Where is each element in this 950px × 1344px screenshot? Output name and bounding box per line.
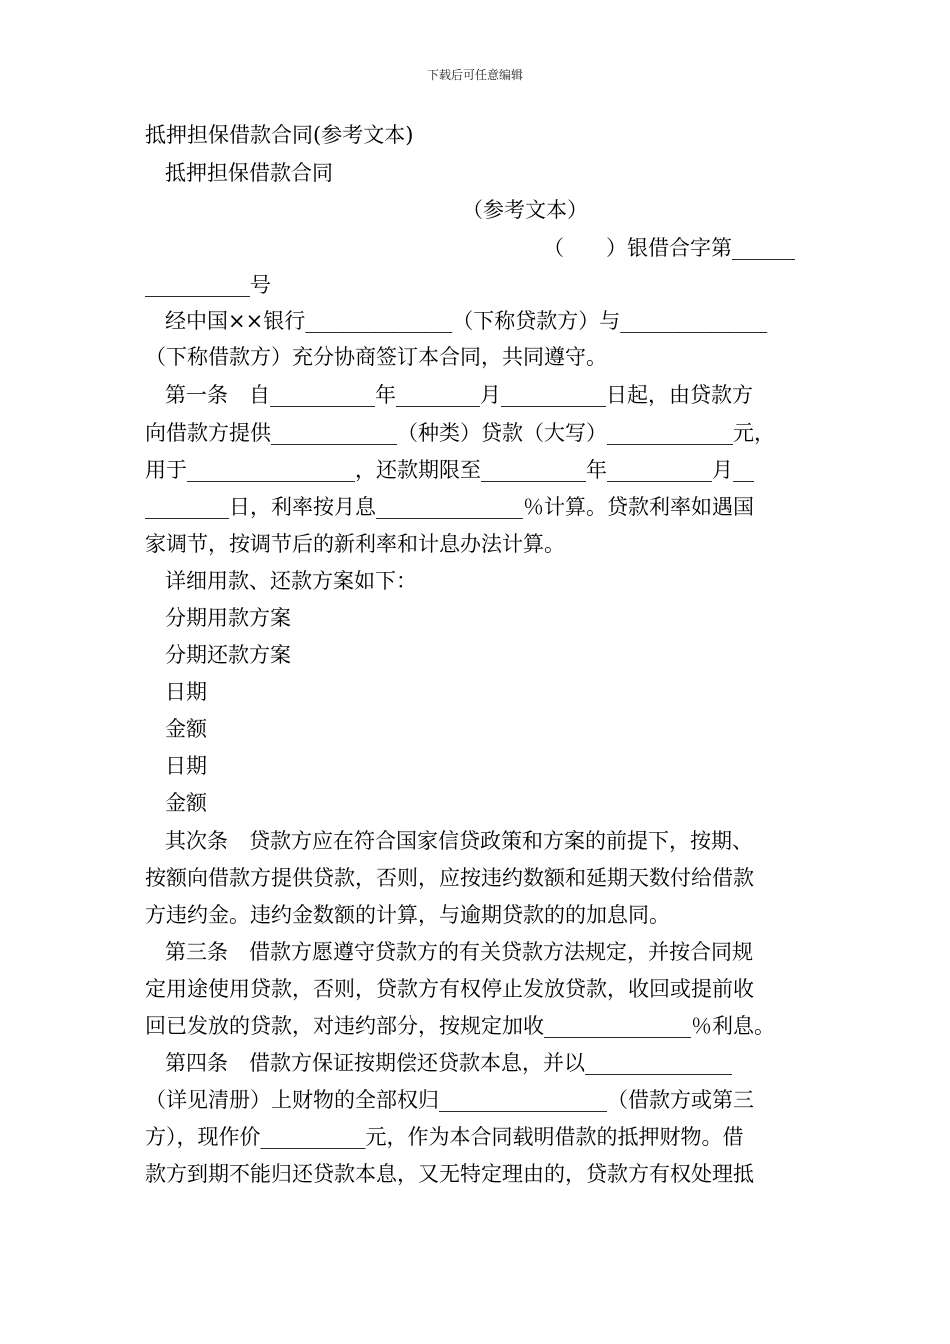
plan-field-label: 金额 xyxy=(165,717,207,741)
article-4-line: 方），现作价__________元，作为本合同载明借款的抵押财物。借 xyxy=(145,1125,744,1149)
plan-field-label: 日期 xyxy=(165,754,207,778)
article-2-line: 其次条 贷款方应在符合国家信贷政策和方案的前提下，按期、 xyxy=(165,829,753,853)
page-header-note: 下载后可任意编辑 xyxy=(426,68,523,82)
contract-subheading: （参考文本） xyxy=(462,198,588,222)
article-4-line: 款方到期不能归还贷款本息，又无特定理由的，贷款方有权处理抵 xyxy=(145,1162,754,1186)
article-2-line: 按额向借款方提供贷款，否则，应按违约数额和延期天数付给借款 xyxy=(145,866,754,890)
plan-intro: 详细用款、还款方案如下： xyxy=(165,569,417,593)
contract-number-suffix: __________号 xyxy=(145,273,271,297)
article-3-line: 定用途使用贷款，否则，贷款方有权停止发放贷款，收回或提前收 xyxy=(145,977,754,1001)
contract-number-line: （ ）银借合字第______ xyxy=(543,236,795,260)
article-3-line: 回已发放的贷款，对违约部分，按规定加收______________％利息。 xyxy=(145,1014,775,1038)
plan-field-label: 金额 xyxy=(165,791,207,815)
contract-heading: 抵押担保借款合同 xyxy=(165,161,333,185)
article-1-line: 家调节，按调节后的新利率和计息办法计算。 xyxy=(145,532,565,556)
preamble-line: （下称借款方）充分协商签订本合同，共同遵守。 xyxy=(145,345,607,369)
article-1-line: 向借款方提供____________（种类）贷款（大写）____________元， xyxy=(145,421,775,445)
plan-field-label: 日期 xyxy=(165,680,207,704)
article-4-line: 第四条 借款方保证按期偿还贷款本息，并以______________ xyxy=(165,1051,732,1075)
article-2-line: 方违约金。违约金数额的计算，与逾期贷款的的加息同。 xyxy=(145,903,670,927)
preamble-line: 经中国××银行______________（下称贷款方）与______________ xyxy=(165,309,768,333)
plan-label: 分期还款方案 xyxy=(165,643,291,667)
plan-label: 分期用款方案 xyxy=(165,606,291,630)
article-1-line: 用于________________，还款期限至__________年__________月__ xyxy=(145,458,754,482)
article-1-line: ________日，利率按月息______________％计算。贷款利率如遇国 xyxy=(145,495,754,519)
article-4-line: （详见清册）上财物的全部权归________________（借款方或第三 xyxy=(145,1088,754,1112)
article-1-line: 第一条 自__________年________月__________日起，由贷款方 xyxy=(165,383,753,407)
article-3-line: 第三条 借款方愿遵守贷款方的有关贷款方法规定，并按合同规 xyxy=(165,940,753,964)
document-title: 抵押担保借款合同(参考文本) xyxy=(145,123,414,147)
